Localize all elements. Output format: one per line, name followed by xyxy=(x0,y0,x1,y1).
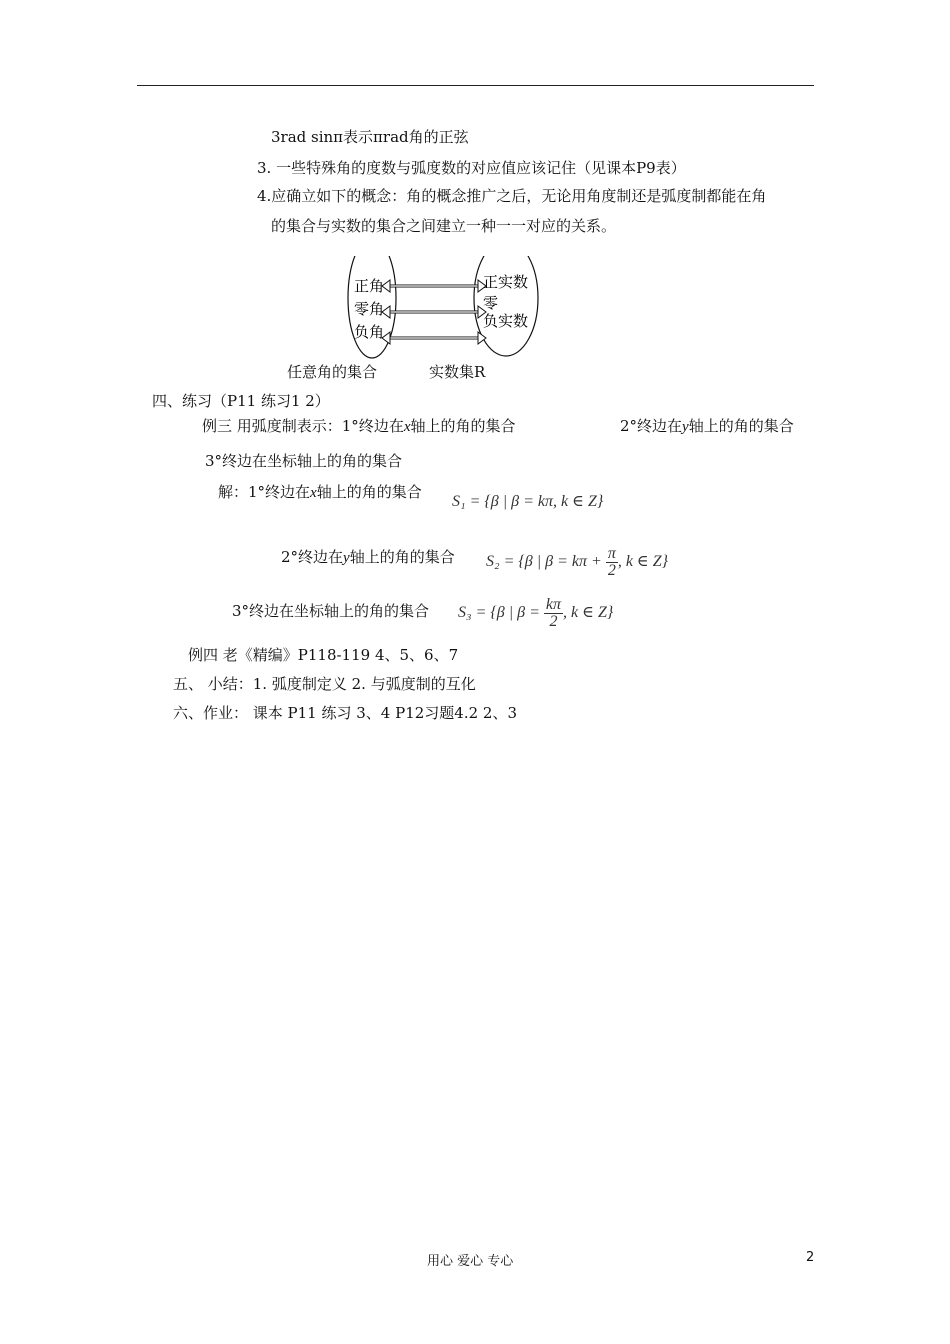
var-x: x xyxy=(403,419,411,435)
body-item-3: 3. 一些特殊角的度数与弧度数的对应值应该记住（见课本P9表） xyxy=(257,159,686,177)
fraction-kpi-over-2: $\frac{k\pi}{2}$ xyxy=(545,596,562,630)
diagram-left-caption: 任意角的集合 xyxy=(287,363,378,381)
right-item-zero: 零 xyxy=(483,294,499,312)
solution-3-formula: S₃ = {β | β = $\frac{k\pi}{2}$ , k ∈ Z} xyxy=(458,596,614,630)
solution-3-text: 3°终边在坐标轴上的角的集合 xyxy=(232,602,430,620)
left-item-positive: 正角 xyxy=(354,277,385,295)
solution-2-text: 2°终边在y轴上的角的集合 xyxy=(281,548,455,566)
diagram-right-caption: 实数集R xyxy=(429,363,486,381)
footer-slogan: 用心 爱心 专心 xyxy=(427,1254,514,1269)
var-y: y xyxy=(682,419,689,435)
example-3-part3: 3°终边在坐标轴上的角的集合 xyxy=(205,452,403,470)
section-5-summary: 五、 小结：1. 弧度制定义 2. 与弧度制的互化 xyxy=(173,675,476,693)
fraction-pi-over-2: $\frac{\pi}{2}$ xyxy=(607,545,616,579)
solution-1-text: 解：1°终边在x轴上的角的集合 xyxy=(218,483,422,501)
right-item-negative: 负实数 xyxy=(483,312,529,330)
section-6-homework: 六、作业： 课本 P11 练习 3、4 P12习题4.2 2、3 xyxy=(173,704,517,722)
page-number: 2 xyxy=(806,1250,815,1265)
double-arrow-1 xyxy=(382,280,486,292)
body-item-4-line2: 的集合与实数的集合之间建立一种一一对应的关系。 xyxy=(271,217,617,235)
solution-1-formula: S₁ = {β | β = kπ, k ∈ Z} xyxy=(452,493,604,510)
header-rule xyxy=(137,85,814,86)
double-arrow-2 xyxy=(382,306,486,318)
example-4: 例四 老《精编》P118-119 4、5、6、7 xyxy=(188,646,459,664)
section-4-heading: 四、练习（P11 练习1 2） xyxy=(152,392,330,410)
left-item-zero: 零角 xyxy=(354,300,385,318)
body-item-4-line1: 4.应确立如下的概念：角的概念推广之后，无论用角度制还是弧度制都能在角 xyxy=(257,187,767,205)
right-item-positive: 正实数 xyxy=(483,273,529,291)
double-arrow-3 xyxy=(382,332,486,344)
body-line-3rad: 3rad sinπ表示πrad角的正弦 xyxy=(271,128,469,146)
example-3-part2: 2°终边在y轴上的角的集合 xyxy=(620,417,794,435)
left-item-negative: 负角 xyxy=(354,323,385,341)
solution-2-formula: S₂ = {β | β = kπ + $\frac{\pi}{2}$ , k ∈ Z} xyxy=(486,545,669,579)
example-3-part1: 例三 用弧度制表示：1°终边在x轴上的角的集合 xyxy=(202,417,516,435)
